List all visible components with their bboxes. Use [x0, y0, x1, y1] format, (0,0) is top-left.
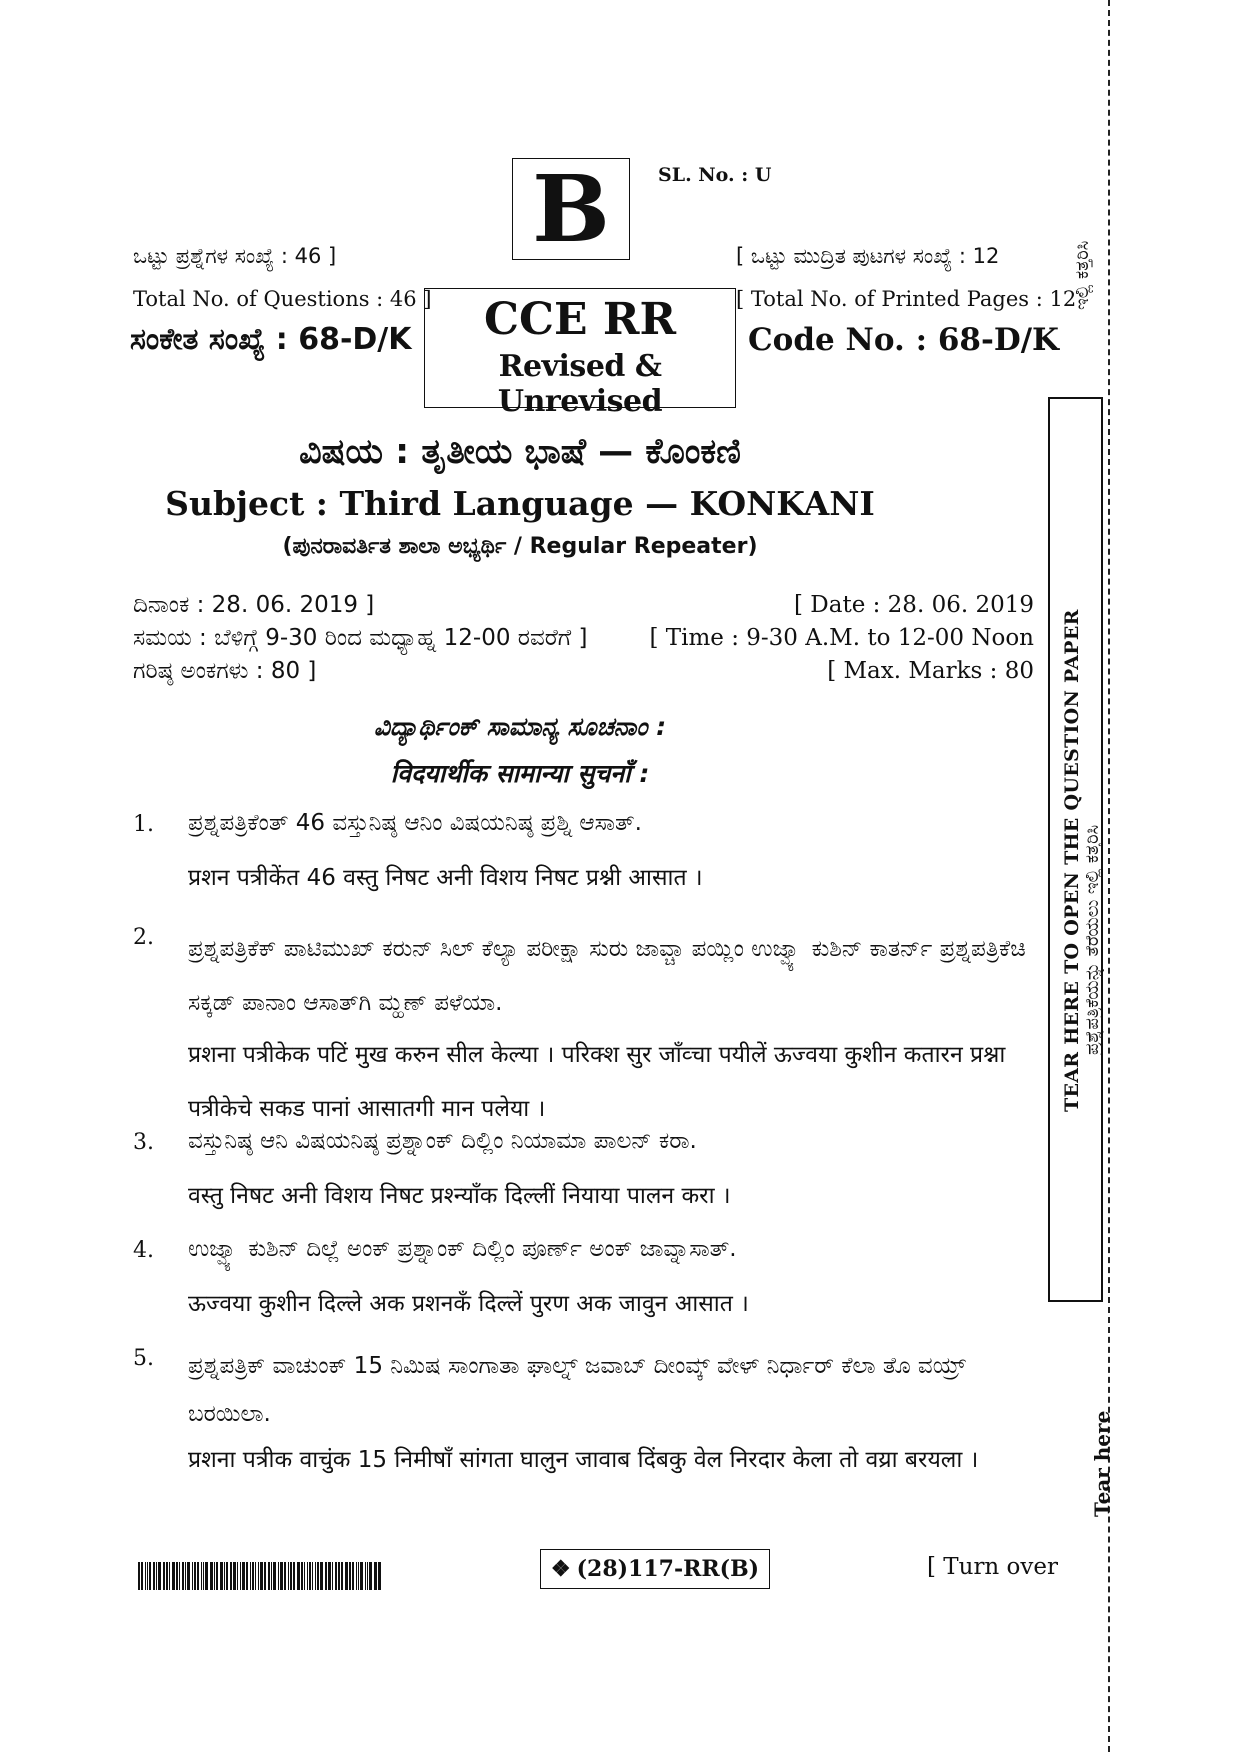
- barcode-bar: [268, 1562, 270, 1590]
- code-number-en: Code No. : 68-D/K: [748, 322, 1059, 358]
- barcode-bar: [205, 1562, 208, 1590]
- barcode-bar: [176, 1562, 178, 1590]
- barcode-bar: [335, 1562, 337, 1590]
- barcode-bar: [378, 1562, 381, 1590]
- barcode-bar: [309, 1562, 311, 1590]
- exam-subtitle: Revised & Unrevised: [497, 349, 663, 420]
- barcode-bar: [320, 1562, 323, 1590]
- barcode-bar: [233, 1562, 236, 1590]
- barcode-bar: [201, 1562, 202, 1590]
- time-kn: ಸಮಯ : ಬೆಳಿಗ್ಗೆ 9-30 ರಿಂದ ಮಧ್ಯಾಹ್ನ 12-00 ರವರೆಗೆ ]: [133, 625, 588, 651]
- barcode-bar: [356, 1562, 357, 1590]
- paper-code: (28)117-RR(B): [576, 1556, 760, 1582]
- candidate-type: (ಪುನರಾವರ್ತಿತ ಶಾಲಾ ಅಭ್ಯರ್ಥಿ / Regular Repeater): [282, 534, 758, 559]
- barcode-bar: [271, 1562, 272, 1590]
- marks-en: [ Max. Marks : 80: [827, 658, 1034, 684]
- barcode-bar: [315, 1562, 316, 1590]
- barcode-bar: [246, 1562, 248, 1590]
- instruction-number: 3.: [133, 1130, 154, 1155]
- tear-instruction-en: TEAR HERE TO OPEN THE QUESTION PAPER: [1061, 609, 1083, 1112]
- barcode-bar: [280, 1562, 283, 1590]
- barcode-bar: [341, 1562, 343, 1590]
- total-questions-kn: ಒಟ್ಟು ಪ್ರಶ್ನೆಗಳ ಸಂಖ್ಯೆ : 46 ]: [133, 244, 337, 268]
- barcode-bar: [288, 1562, 289, 1590]
- instruction-text-dev: प्रशना पत्रीक वाचुंक 15 निमीषाँ सांगता घालुन जावाब दिंबकु वेल निरदार केला तो वय्रा बरयला ।: [188, 1447, 979, 1473]
- barcode-bar: [307, 1562, 308, 1590]
- barcode-bar: [297, 1562, 300, 1590]
- instruction-number: 5.: [133, 1346, 154, 1371]
- instructions-heading-kn: ವಿದ್ಯಾರ್ಥಿಂಕ್ ಸಾಮಾನ್ಯ ಸೂಚನಾಂ :: [373, 712, 667, 741]
- barcode-bar: [345, 1562, 348, 1590]
- barcode-bar: [260, 1562, 263, 1590]
- instruction-text-kn: ಪ್ರಶ್ನಪತ್ರಿಕೆಕ್ ಪಾಟಿಮುಖ್ ಕರುನ್ ಸಿಲ್ ಕೆಲ್ಯಾ ಪರೀಕ್ಷಾ ಸುರು ಜಾವ್ಚಾ ಪಯ್ಲಿಂ ಉಜ್ವ್ಯಾ ಕುಶಿನ್ ಕಾತರ್ನ್ ಪ್ರಶ್ನಪತ್ರಿಕೆಚಿ ಸಕ್ಕಡ್ ಪಾನಾಂ ಆಸಾತ್‌ಗಿ ಮ್ಹಣ್ ಪಳೆಯಾ.: [188, 936, 1026, 1016]
- barcode-bar: [284, 1562, 286, 1590]
- series-box: [512, 155, 630, 263]
- instruction-number: 1.: [133, 812, 154, 837]
- barcode-bar: [147, 1562, 148, 1590]
- instructions-heading-dev: विदयार्थीक सामान्या सुचनाँ :: [390, 759, 650, 788]
- barcode-bar: [290, 1562, 292, 1590]
- instruction-text-kn: ಪ್ರಶ್ನಪತ್ರಿಕ್ ವಾಚುಂಕ್ 15 ನಿಮಿಷ ಸಾಂಗಾತಾ ಘಾಲ್ನ್ ಜವಾಬ್ ದೀಂವ್ಕ್ ವೇಳ್ ನಿರ್ಧಾರ್ ಕೆಲಾ ತೊ ವಯ್ರ್ ಬರಯಿಲಾ.: [188, 1353, 966, 1427]
- instruction-text-dev: वस्तु निषट अनी विशय निषट प्रश्न्याँक दिल्लीं नियाया पालन करा ।: [188, 1183, 731, 1209]
- barcode-bar: [224, 1562, 225, 1590]
- instruction-number: 2.: [133, 925, 154, 950]
- barcode-bar: [210, 1562, 213, 1590]
- exam-title: CCE RR: [483, 294, 677, 345]
- barcode-bar: [369, 1562, 372, 1590]
- instruction-text-dev: प्रशना पत्रीकेक पटिं मुख करुन सील केल्या । परिक्श सुर जाँव्चा पयीलें ऊज्वया कुशीन कतारन प्रश्ना पत्रीकेचे सकड पानां आसातगी मान पलेया ।: [188, 1042, 1006, 1122]
- barcode-bar: [138, 1562, 140, 1590]
- barcode-bar: [203, 1562, 204, 1590]
- barcode-bar: [163, 1562, 165, 1590]
- instruction-text-dev: प्रशन पत्रीकेंत 46 वस्तु निषट अनी विशय निषट प्रश्नी आसात ।: [188, 865, 703, 891]
- barcode-bar: [273, 1562, 276, 1590]
- barcode-bar: [179, 1562, 180, 1590]
- total-pages-en: [ Total No. of Printed Pages : 12: [736, 287, 1077, 311]
- barcode-bar: [332, 1562, 333, 1590]
- instruction-text-dev: ऊज्वया कुशीन दिल्ले अक प्रशनकँ दिल्लें पुरण अक जावुन आसात ।: [188, 1291, 749, 1317]
- tear-top-kn: ಇಲ್ಲಿ ಕತ್ತರಿಸಿ: [1072, 240, 1093, 310]
- instruction-text-kn: ವಸ್ತುನಿಷ್ಠ ಆನಿ ವಿಷಯನಿಷ್ಠ ಪ್ರಶ್ನಾಂಕ್ ದಿಲ್ಲಿಂ ನಿಯಾಮಾ ಪಾಲನ್ ಕರಾ.: [188, 1128, 697, 1154]
- subject-en: Subject : Third Language — KONKANI: [165, 484, 875, 523]
- instruction-text-kn: ಪ್ರಶ್ನಪತ್ರಿಕೆಂತ್ 46 ವಸ್ತುನಿಷ್ಠ ಆನಿಂ ವಿಷಯನಿಷ್ಠ ಪ್ರಶ್ನಿ ಆಸಾತ್.: [188, 810, 642, 836]
- exam-title-box: [424, 288, 736, 420]
- time-en: [ Time : 9-30 A.M. to 12-00 Noon: [649, 625, 1034, 651]
- instruction-text-kn: ಉಜ್ವ್ಯಾ ಕುಶಿನ್ ದಿಲ್ಲೆ ಅಂಕ್ ಪ್ರಶ್ನಾಂಕ್ ದಿಲ್ಲಿಂ ಪೂರ್ಣ್ ಅಂಕ್ ಜಾವ್ನಾಸಾತ್.: [188, 1236, 737, 1262]
- barcode-bar: [230, 1562, 232, 1590]
- barcode-bar: [367, 1562, 368, 1590]
- barcode-bar: [278, 1562, 279, 1590]
- subject-kn: ವಿಷಯ : ತೃತೀಯ ಭಾಷೆ — ಕೊಂಕಣಿ: [299, 432, 741, 472]
- barcode-bar: [149, 1562, 151, 1590]
- barcode-bar: [252, 1562, 254, 1590]
- barcode-bar: [250, 1562, 251, 1590]
- barcode-bar: [197, 1562, 199, 1590]
- barcode-bar: [156, 1562, 157, 1590]
- barcode-bar: [141, 1562, 143, 1590]
- total-questions-en: Total No. of Questions : 46 ]: [133, 287, 432, 311]
- barcode-bar: [187, 1562, 190, 1590]
- barcode-bar: [301, 1562, 303, 1590]
- instruction-number: 4.: [133, 1238, 154, 1263]
- barcode-bar: [220, 1562, 223, 1590]
- barcode-bar: [242, 1562, 245, 1590]
- barcode-bar: [317, 1562, 319, 1590]
- code-number-kn: ಸಂಕೇತ ಸಂಖ್ಯೆ : 68-D/K: [130, 322, 412, 357]
- barcode-bar: [328, 1562, 331, 1590]
- barcode-bar: [166, 1562, 168, 1590]
- barcode-bar: [153, 1562, 155, 1590]
- barcode-bar: [325, 1562, 327, 1590]
- barcode-bar: [293, 1562, 295, 1590]
- barcode-bar: [338, 1562, 340, 1590]
- barcode-bar: [194, 1562, 196, 1590]
- total-pages-kn: [ ಒಟ್ಟು ಮುದ್ರಿತ ಪುಟಗಳ ಸಂಖ್ಯೆ : 12: [736, 244, 1000, 268]
- diamond-icon: ❖: [550, 1556, 571, 1582]
- barcode-bar: [185, 1562, 186, 1590]
- barcode-bar: [255, 1562, 256, 1590]
- barcode-bar: [352, 1562, 354, 1590]
- date-en: [ Date : 28. 06. 2019: [794, 592, 1034, 618]
- tear-instruction-kn: ಪ್ರಶ್ನೆಪತ್ರಿಕೆಯನ್ನು ತೆರೆಯಲು ಇಲ್ಲಿ ಕತ್ತರಿಸಿ: [1082, 824, 1103, 1055]
- barcode-bar: [312, 1562, 313, 1590]
- barcode-bar: [216, 1562, 218, 1590]
- barcode-bar: [214, 1562, 215, 1590]
- barcode-bar: [145, 1562, 146, 1590]
- date-kn: ದಿನಾಂಕ : 28. 06. 2019 ]: [133, 592, 375, 618]
- turn-over-label: [ Turn over: [927, 1554, 1059, 1580]
- tear-here-label: Tear here: [1090, 1410, 1114, 1517]
- barcode-bar: [264, 1562, 266, 1590]
- barcode-bar: [182, 1562, 184, 1590]
- barcode-bar: [226, 1562, 228, 1590]
- barcode-bar: [240, 1562, 241, 1590]
- marks-kn: ಗರಿಷ್ಠ ಅಂಕಗಳು : 80 ]: [133, 658, 317, 684]
- barcode-bar: [169, 1562, 170, 1590]
- barcode-bar: [349, 1562, 351, 1590]
- barcode-bar: [172, 1562, 175, 1590]
- barcode-bar: [237, 1562, 238, 1590]
- barcode-bar: [365, 1562, 366, 1590]
- paper-code-box: [540, 1549, 770, 1589]
- barcode-bar: [192, 1562, 193, 1590]
- barcode-bar: [358, 1562, 359, 1590]
- barcode-bar: [158, 1562, 161, 1590]
- barcode-bar: [258, 1562, 259, 1590]
- barcode: [138, 1562, 383, 1590]
- serial-number: SL. No. : U: [658, 164, 772, 186]
- series-letter: B: [532, 155, 610, 263]
- barcode-bar: [374, 1562, 377, 1590]
- barcode-bar: [304, 1562, 305, 1590]
- barcode-bar: [360, 1562, 363, 1590]
